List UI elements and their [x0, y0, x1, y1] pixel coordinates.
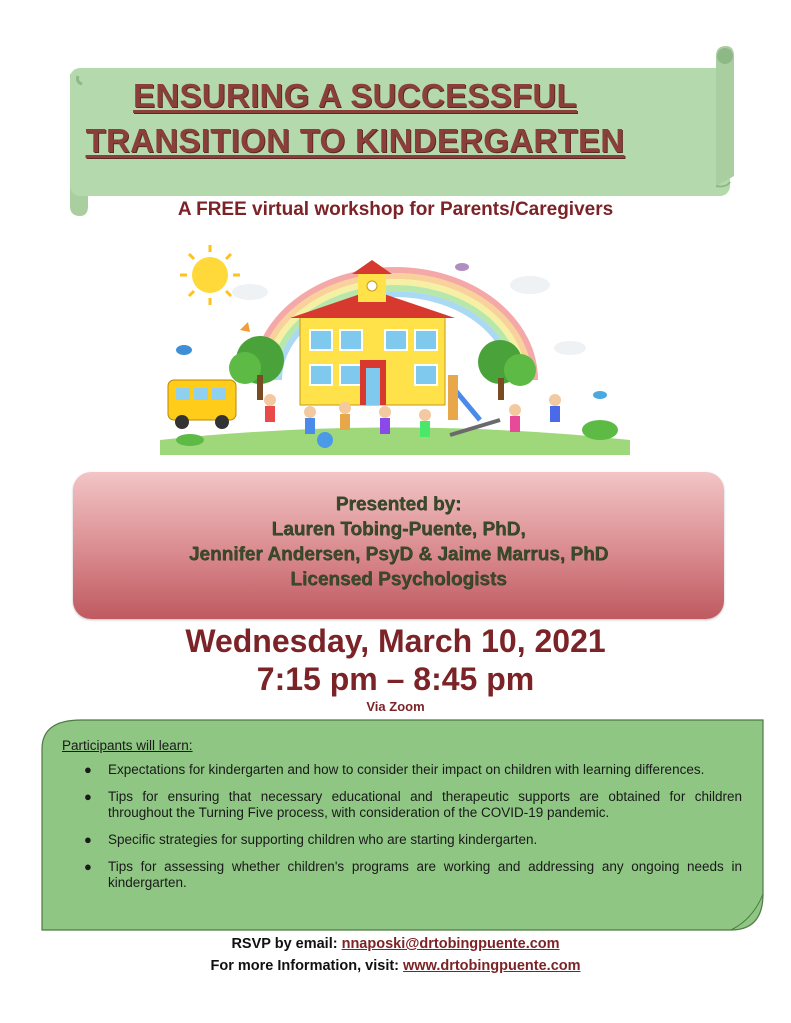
event-time: 7:15 pm – 8:45 pm — [256, 661, 535, 697]
school-bus-icon — [168, 380, 236, 429]
website-link[interactable]: www.drtobingpuente.com — [403, 958, 581, 974]
list-item: ● Expectations for kindergarten and how to consider their impact on children with learning differences. — [84, 762, 705, 777]
page-title-line-1: ENSURING A SUCCESSFUL — [133, 77, 577, 114]
rsvp-email-link[interactable]: nnaposki@drtobingpuente.com — [341, 936, 560, 952]
presenter-line-1: Lauren Tobing-Puente, PhD, — [271, 519, 526, 540]
info-line — [0, 958, 791, 974]
bullet-icon: ● — [84, 859, 92, 874]
learning-heading: Participants will learn: — [62, 738, 193, 753]
school-illustration — [160, 240, 630, 455]
presenter-line-2: Jennifer Andersen, PsyD & Jaime Marrus, PhD — [188, 544, 609, 565]
presenter-credentials: Licensed Psychologists — [290, 569, 507, 590]
list-item: ● Tips for assessing whether children's programs are working and addressing any ongoing needs in kindergarten. — [84, 859, 742, 890]
list-item: ● Specific strategies for supporting children who are starting kindergarten. — [84, 832, 538, 847]
list-item: ● Tips for ensuring that necessary educational and therapeutic supports are obtained for children throughout the Turning Five process, with consideration of the COVID-19 pandemic. — [84, 789, 742, 820]
presenters-heading: Presented by: — [335, 494, 462, 515]
rsvp-line — [0, 936, 791, 952]
info-label: For more Information, visit: — [210, 958, 404, 974]
sun-icon — [180, 245, 240, 305]
subtitle: A FREE virtual workshop for Parents/Caregivers — [177, 199, 614, 220]
event-platform: Via Zoom — [366, 699, 425, 714]
bullet-icon: ● — [84, 762, 92, 777]
bullet-icon: ● — [84, 832, 92, 847]
rsvp-label: RSVP by email: — [231, 936, 342, 952]
event-date: Wednesday, March 10, 2021 — [185, 623, 606, 659]
learning-list — [82, 762, 742, 902]
presenters-box — [73, 472, 724, 619]
page-title-line-2: TRANSITION TO KINDERGARTEN — [85, 122, 625, 159]
bullet-icon: ● — [84, 789, 92, 804]
